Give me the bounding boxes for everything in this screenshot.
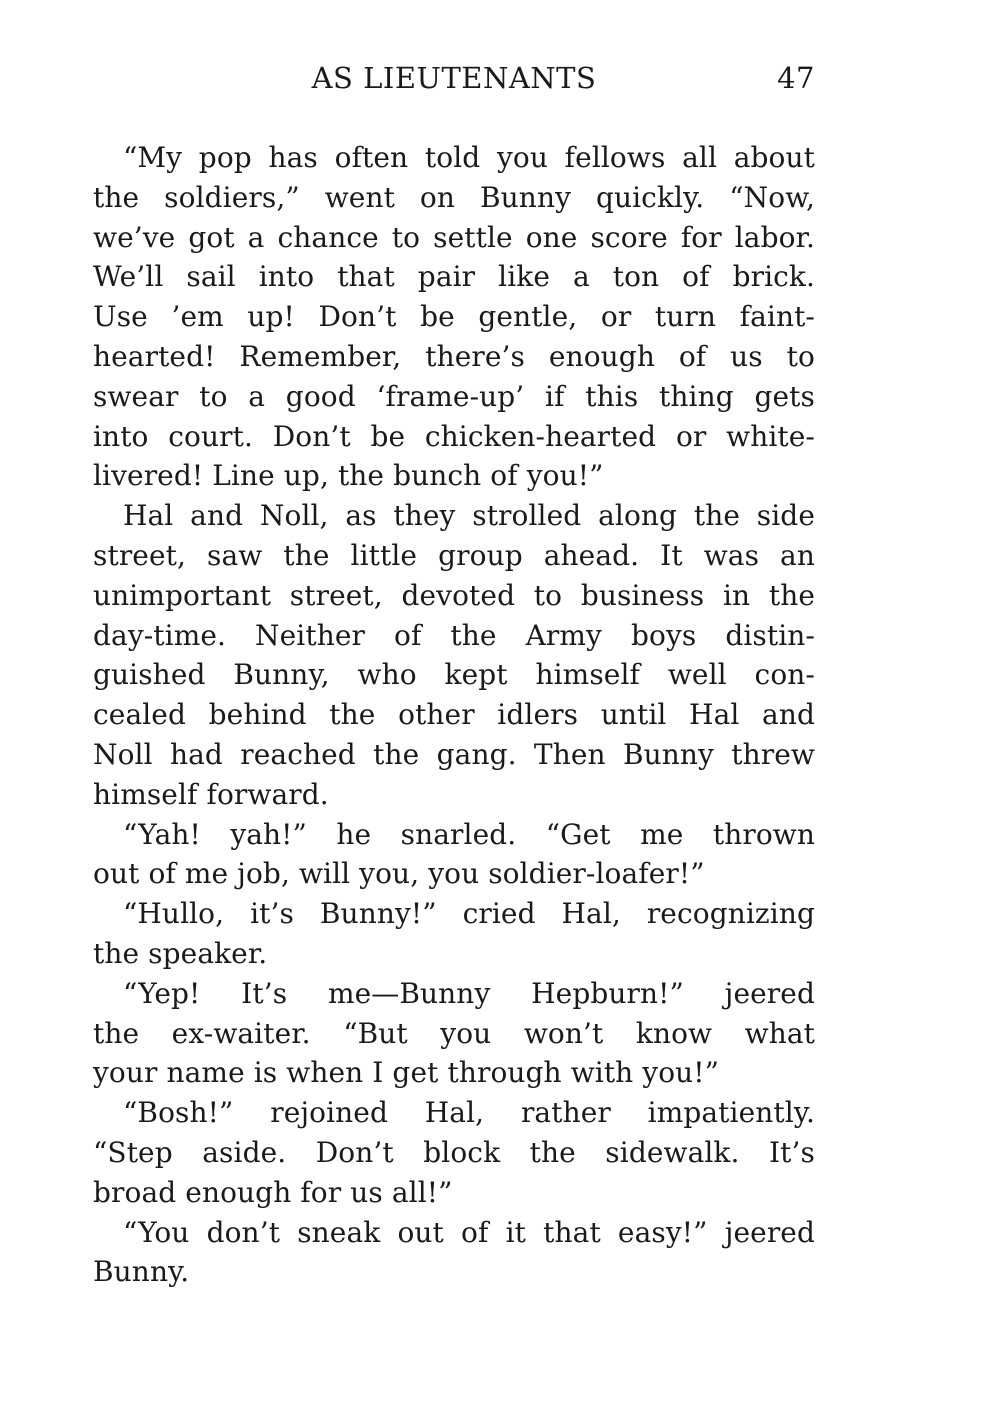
- paragraph: [93, 1093, 815, 1212]
- text-line: the ex-waiter. “But you won’t know what: [93, 1016, 815, 1050]
- text-line: guished Bunny, who kept himself well con-: [93, 658, 815, 692]
- text-line: Noll had reached the gang. Then Bunny threw: [93, 737, 815, 771]
- page-header: [93, 58, 815, 106]
- text-line: unimportant street, devoted to business in the: [93, 578, 815, 612]
- text-line: “Step aside. Don’t block the sidewalk. It’s: [93, 1135, 815, 1169]
- text-line: “Hullo, it’s Bunny!” cried Hal, recognizing: [123, 897, 815, 931]
- text-line: Use ’em up! Don’t be gentle, or turn faint-: [93, 300, 815, 334]
- text-line: cealed behind the other idlers until Hal and: [93, 698, 815, 732]
- body-text: [93, 138, 815, 1292]
- text-line: “My pop has often told you fellows all about: [123, 141, 815, 174]
- paragraph: [93, 974, 815, 1093]
- text-line: day-time. Neither of the Army boys distin-: [93, 618, 815, 652]
- text-line: “You don’t sneak out of it that easy!” jeered: [123, 1215, 815, 1249]
- text-line: broad enough for us all!”: [93, 1175, 453, 1209]
- text-line: into court. Don’t be chicken-hearted or white-: [93, 419, 815, 453]
- text-line: street, saw the little group ahead. It was an: [93, 538, 815, 572]
- running-head: AS LIEUTENANTS: [311, 61, 597, 95]
- text-line: Hal and Noll, as they strolled along the side: [123, 499, 815, 533]
- text-line: “Yep! It’s me—Bunny Hepburn!” jeered: [123, 976, 815, 1010]
- text-line: hearted! Remember, there’s enough of us to: [93, 339, 815, 373]
- page-number: 47: [777, 61, 815, 95]
- text-line: swear to a good ‘frame-up’ if this thing gets: [93, 379, 815, 413]
- paragraph: [93, 496, 815, 814]
- text-line: Bunny.: [93, 1255, 190, 1289]
- text-line: out of me job, will you, you soldier-loafer!”: [93, 857, 705, 891]
- text-line: the soldiers,” went on Bunny quickly. “Now,: [93, 180, 815, 214]
- text-line: your name is when I get through with you!”: [93, 1056, 720, 1090]
- text-line: We’ll sail into that pair like a ton of brick.: [93, 260, 815, 294]
- text-line: we’ve got a chance to settle one score for labor.: [93, 220, 815, 254]
- text-line: himself forward.: [93, 777, 329, 811]
- text-line: “Bosh!” rejoined Hal, rather impatiently.: [123, 1096, 815, 1130]
- paragraph: [93, 138, 815, 496]
- paragraph: [93, 815, 815, 895]
- text-line: livered! Line up, the bunch of you!”: [93, 459, 604, 493]
- text-line: the speaker.: [93, 936, 268, 970]
- paragraph: [93, 894, 815, 974]
- text-line: “Yah! yah!” he snarled. “Get me thrown: [123, 817, 815, 851]
- paragraph: [93, 1213, 815, 1293]
